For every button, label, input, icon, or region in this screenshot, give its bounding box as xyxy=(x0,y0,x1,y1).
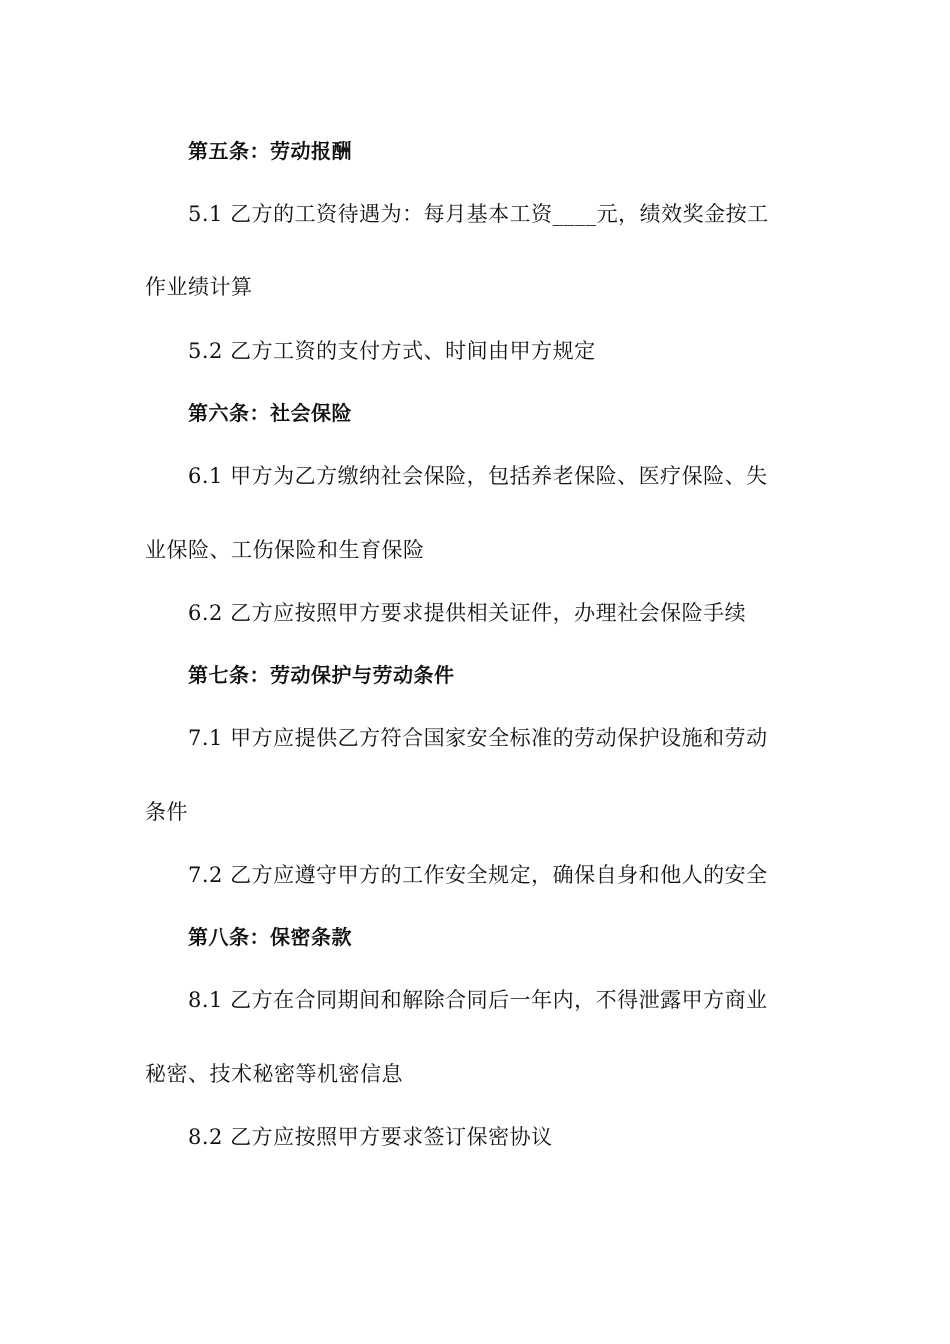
clause-7-1-continuation: 条件 xyxy=(145,800,188,824)
clause-6-2: 6.2 乙方应按照甲方要求提供相关证件，办理社会保险手续 xyxy=(188,601,747,625)
section-heading-8: 第八条：保密条款 xyxy=(188,925,352,949)
clause-8-2: 8.2 乙方应按照甲方要求签订保密协议 xyxy=(188,1125,553,1149)
clause-5-1-continuation: 作业绩计算 xyxy=(145,275,253,299)
clause-5-2: 5.2 乙方工资的支付方式、时间由甲方规定 xyxy=(188,339,596,363)
section-heading-6: 第六条：社会保险 xyxy=(188,401,352,425)
clause-6-1: 6.1 甲方为乙方缴纳社会保险，包括养老保险、医疗保险、失 xyxy=(188,464,768,488)
section-heading-7: 第七条：劳动保护与劳动条件 xyxy=(188,663,455,687)
clause-8-1: 8.1 乙方在合同期间和解除合同后一年内，不得泄露甲方商业 xyxy=(188,988,768,1012)
clause-7-2: 7.2 乙方应遵守甲方的工作安全规定，确保自身和他人的安全 xyxy=(188,863,768,887)
clause-5-1: 5.1 乙方的工资待遇为：每月基本工资____元，绩效奖金按工 xyxy=(188,202,769,226)
clause-7-1: 7.1 甲方应提供乙方符合国家安全标准的劳动保护设施和劳动 xyxy=(188,726,768,750)
clause-8-1-continuation: 秘密、技术秘密等机密信息 xyxy=(145,1062,403,1086)
section-heading-5: 第五条：劳动报酬 xyxy=(188,139,352,163)
clause-6-1-continuation: 业保险、工伤保险和生育保险 xyxy=(145,538,425,562)
